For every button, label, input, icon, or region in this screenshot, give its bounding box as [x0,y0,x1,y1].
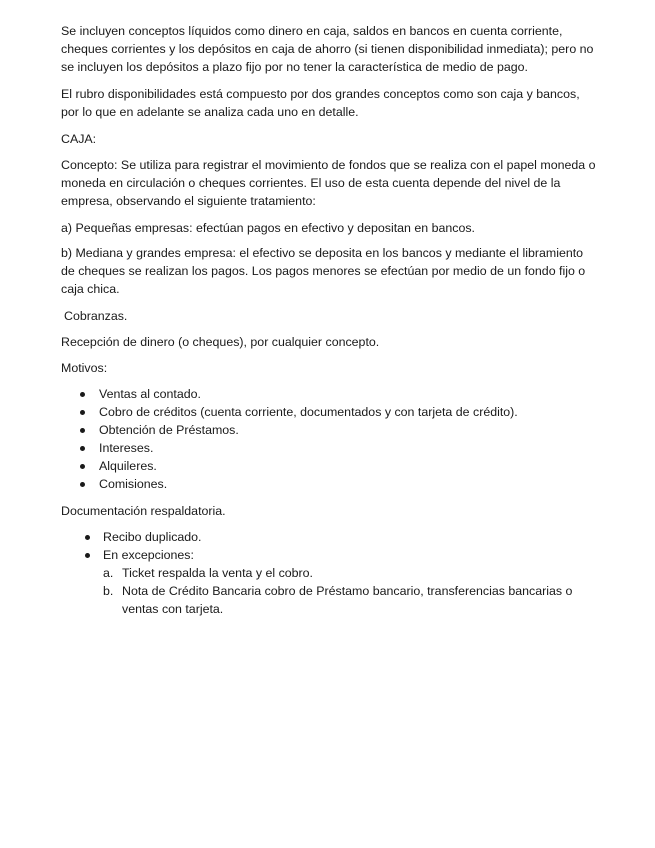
list-item: Ventas al contado. [61,385,599,403]
bullet-icon [80,392,85,397]
list-item: Obtención de Préstamos. [61,421,599,439]
list-item: Recibo duplicado. [61,528,599,546]
documentacion-list [61,528,599,564]
bullet-icon [85,553,90,558]
list-item: Cobro de créditos (cuenta corriente, documentados y con tarjeta de crédito). [61,403,599,421]
bullet-icon [80,410,85,415]
bullet-icon [85,535,90,540]
list-marker: a. [103,566,114,580]
heading-cobranzas: Cobranzas. [64,309,128,323]
bullet-icon [80,428,85,433]
paragraph-concepto: Concepto: Se utiliza para registrar el movimiento de fondos que se realiza con el papel moneda o moneda en circulación o cheques corrientes. El uso de esta cuenta depende del nivel de la empresa, observando el siguiente tratamiento: [61,158,596,208]
paragraph-item-b: b) Mediana y grandes empresa: el efectivo se deposita en los bancos y mediante el libramiento de cheques se realizan los pagos. Los pagos menores se efectúan por medio de un fondo fijo o caja chica. [61,246,586,296]
bullet-icon [80,464,85,469]
list-item: Intereses. [61,439,599,457]
list-item: a. Ticket respalda la venta y el cobro. [103,566,314,580]
paragraph-liquidos: Se incluyen conceptos líquidos como dinero en caja, saldos en bancos en cuenta corriente, cheques corrientes y los depósitos en caja de ahorro (si tienen disponibilidad inmediata); pero no se incluyen los depósitos a plazo fijo por no tener la característica de medio de pago. [61,24,594,74]
paragraph-recepcion: Recepción de dinero (o cheques), por cualquier concepto. [61,335,380,349]
paragraph-item-a: a) Pequeñas empresas: efectúan pagos en efectivo y depositan en bancos. [61,221,475,235]
motivos-list [61,385,599,493]
document-body [61,22,599,618]
list-marker: b. [103,584,114,598]
list-item: En excepciones: [61,546,599,564]
excepciones-list [61,564,599,618]
heading-documentacion: Documentación respaldatoria. [61,504,226,518]
bullet-icon [80,482,85,487]
heading-motivos: Motivos: [61,361,108,375]
paragraph-disponibilidades: El rubro disponibilidades está compuesto por dos grandes conceptos como son caja y bancos, por lo que en adelante se analiza cada uno en detalle. [61,87,580,119]
heading-caja: CAJA: [61,132,97,146]
bullet-icon [80,446,85,451]
list-item: b. Nota de Crédito Bancaria cobro de Préstamo bancario, transferencias bancarias o ventas con tarjeta. [103,584,573,616]
list-item: Comisiones. [61,475,599,493]
list-item: Alquileres. [61,457,599,475]
